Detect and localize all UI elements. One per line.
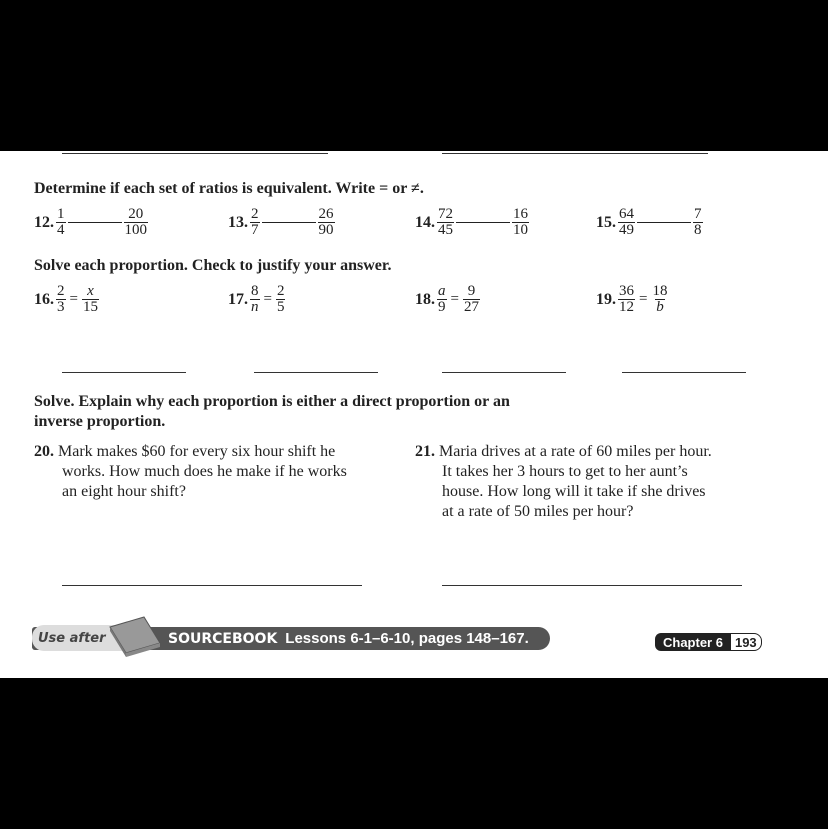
fraction: $\frac{8}{n}$ — [251, 283, 259, 315]
problem-text-line: It takes her 3 hours to get to her aunt’s — [442, 463, 688, 480]
problem-number: 17. — [228, 290, 248, 308]
problem-text-line: Mark makes $60 for every six hour shift he — [58, 443, 336, 460]
equals-sign: = — [263, 291, 272, 307]
fraction: $\frac{26}{90}$ — [318, 206, 334, 238]
chapter-label: Chapter 6 — [655, 633, 731, 651]
problem-21 — [415, 442, 712, 462]
problem-20 — [34, 442, 335, 462]
problem-text-line: house. How long will it take if she drives — [442, 483, 706, 500]
problem-17 — [228, 284, 285, 315]
answer-blank[interactable] — [456, 222, 510, 223]
problem-15 — [596, 207, 703, 238]
problem-number: 16. — [34, 290, 54, 308]
page-number: 193 — [731, 633, 762, 651]
fraction: $\frac{18}{b}$ — [652, 283, 668, 315]
book-icon — [104, 613, 164, 657]
sourcebook-reference — [168, 627, 529, 650]
fraction: $\frac{16}{10}$ — [513, 206, 528, 238]
fraction: $\frac{2}{3}$ — [57, 283, 65, 315]
answer-line[interactable] — [442, 585, 742, 586]
chapter-page-tab — [655, 633, 762, 651]
answer-blank[interactable] — [68, 222, 122, 223]
problem-19 — [596, 284, 668, 315]
lessons-label: Lessons 6-1–6-10, pages 148–167. — [285, 630, 529, 647]
problem-text-line: at a rate of 50 miles per hour? — [442, 503, 634, 520]
answer-blank[interactable] — [262, 222, 316, 223]
problem-text-line: works. How much does he make if he works — [62, 463, 347, 480]
fraction: $\frac{x}{15}$ — [82, 283, 98, 315]
section-heading-direct-inverse-line2: inverse proportion. — [34, 413, 166, 430]
fraction: $\frac{2}{7}$ — [251, 206, 259, 238]
section-heading-direct-inverse: Solve. Explain why each proportion is either a direct proportion or an — [34, 393, 510, 410]
fraction: $\frac{20}{100}$ — [124, 206, 147, 238]
section-heading-equivalent-ratios: Determine if each set of ratios is equivalent. Write = or ≠. — [34, 180, 424, 197]
problem-number: 15. — [596, 213, 616, 231]
equals-sign: = — [639, 291, 648, 307]
answer-blank[interactable] — [637, 222, 691, 223]
problem-13 — [228, 207, 335, 238]
problem-number: 19. — [596, 290, 616, 308]
problem-number: 21. — [415, 443, 435, 460]
answer-line[interactable] — [254, 372, 378, 373]
problem-text-line: Maria drives at a rate of 60 miles per hour. — [439, 443, 712, 460]
fraction: $\frac{36}{12}$ — [619, 283, 634, 315]
problem-number: 14. — [415, 213, 435, 231]
answer-line[interactable] — [62, 585, 362, 586]
fraction: $\frac{72}{45}$ — [438, 206, 453, 238]
fraction: $\frac{1}{4}$ — [57, 206, 65, 238]
fraction: $\frac{64}{49}$ — [619, 206, 634, 238]
problem-number: 12. — [34, 213, 54, 231]
problem-12 — [34, 207, 148, 238]
section-heading-solve-proportion: Solve each proportion. Check to justify your answer. — [34, 257, 392, 274]
answer-line[interactable] — [442, 372, 566, 373]
problem-14 — [415, 207, 529, 238]
worksheet-page — [0, 151, 828, 678]
fraction: $\frac{2}{5}$ — [276, 283, 285, 315]
answer-line — [442, 153, 708, 154]
problem-number: 18. — [415, 290, 435, 308]
fraction: $\frac{9}{27}$ — [463, 283, 479, 315]
sourcebook-label: SOURCEBOOK — [168, 630, 278, 647]
problem-16 — [34, 284, 99, 315]
answer-line[interactable] — [62, 372, 186, 373]
answer-line[interactable] — [622, 372, 746, 373]
use-after-tab: Use after — [32, 625, 126, 651]
fraction: $\frac{a}{9}$ — [438, 283, 446, 315]
fraction: $\frac{7}{8}$ — [694, 206, 702, 238]
problem-18 — [415, 284, 480, 315]
equals-sign: = — [69, 291, 78, 307]
problem-number: 20. — [34, 443, 54, 460]
equals-sign: = — [450, 291, 459, 307]
problem-number: 13. — [228, 213, 248, 231]
answer-line — [62, 153, 328, 154]
problem-text-line: an eight hour shift? — [62, 483, 186, 500]
